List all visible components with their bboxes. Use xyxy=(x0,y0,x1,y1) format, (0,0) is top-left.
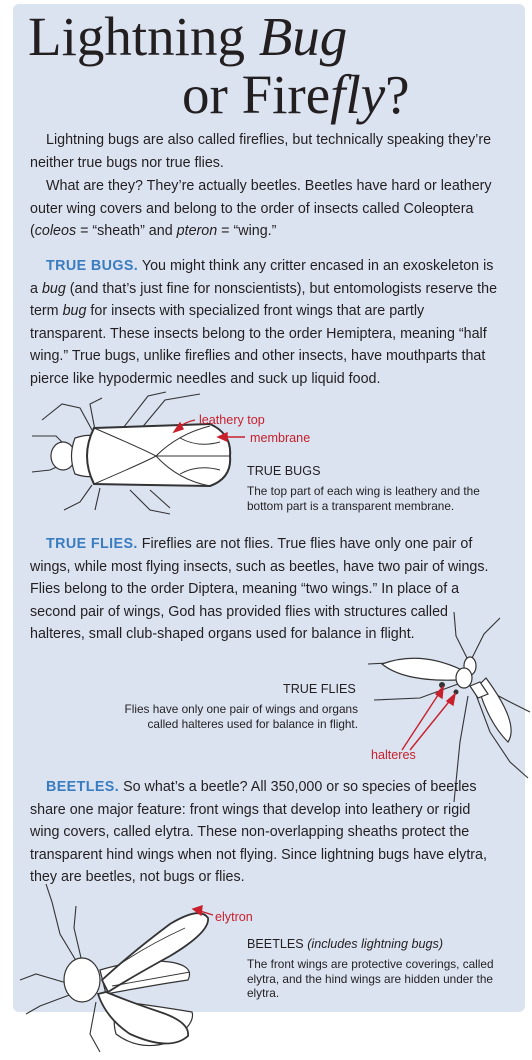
beetles-caption-title: BEETLES (includes lightning bugs) xyxy=(247,937,444,951)
title-italic-bug: Bug xyxy=(258,6,348,67)
true-bugs-heading: TRUE BUGS. xyxy=(46,258,139,274)
beetles-caption-body: The front wings are protective coverings, called elytra, and the hind wings are hidden under the elytra. xyxy=(247,957,494,1000)
label-leathery-top: leathery top xyxy=(199,413,265,427)
beetle-illustration xyxy=(20,884,240,1054)
title-text: Lightning xyxy=(28,6,259,67)
true-flies-paragraph: TRUE FLIES. Fireflies are not flies. True flies have only one pair of wings, while most flying insects, such as beetles, have two pair of wings. Flies belong to the order Diptera, meaning “two wings.” In place of a second pair of wings, God has provided flies with structures called halteres, small club-shaped organs used for balance in flight. xyxy=(30,536,489,643)
true-bugs-paragraph: TRUE BUGS. You might think any critter encased in an exoskeleton is a bug (and that’s just fine for nonscientists), but entomologists reserve the term bug for insects with specialized front wings that are partly transparent. These insects belong to the order Hemiptera, meaning “half wing.” True bugs, unlike fireflies and other insects, have mouthparts that pierce like hypodermic needles and suck up liquid food. xyxy=(30,258,498,387)
beetles-heading: BEETLES. xyxy=(46,779,120,795)
true-bugs-caption-body: The top part of each wing is leathery and the bottom part is a transparent membrane. xyxy=(247,484,480,513)
true-flies-heading: TRUE FLIES. xyxy=(46,536,138,552)
intro-paragraph-2: What are they? They’re actually beetles. Beetles have hard or leathery outer wing covers and belong to the order of insects called Coleoptera (coleos = “sheath” and pteron = “wing.” xyxy=(30,178,492,240)
true-bugs-caption-title: TRUE BUGS xyxy=(247,464,321,478)
label-membrane: membrane xyxy=(250,431,311,445)
true-flies-caption-title: TRUE FLIES xyxy=(283,682,356,696)
label-halteres: halteres xyxy=(371,748,416,762)
true-flies-caption-body: Flies have only one pair of wings and organs called halteres used for balance in flight. xyxy=(124,702,358,731)
label-elytron: elytron xyxy=(215,910,253,924)
page-title xyxy=(28,8,498,124)
title-italic-fly: fly xyxy=(330,64,386,125)
title-text-2: or Fire xyxy=(182,64,331,125)
intro-paragraph-1: Lightning bugs are also called fireflies, but technically speaking they’re neither true bugs nor true flies. xyxy=(30,132,492,171)
beetles-paragraph: BEETLES. So what’s a beetle? All 350,000 or so species of beetles share one major feature: front wings that develop into leathery or rigid wing covers, called elytra. These non-overlapping sheaths protect the transparent hind wings when not flying. Since lightning bugs have elytra, they are beetles, not bugs or flies. xyxy=(30,779,487,886)
title-question: ? xyxy=(385,64,410,125)
